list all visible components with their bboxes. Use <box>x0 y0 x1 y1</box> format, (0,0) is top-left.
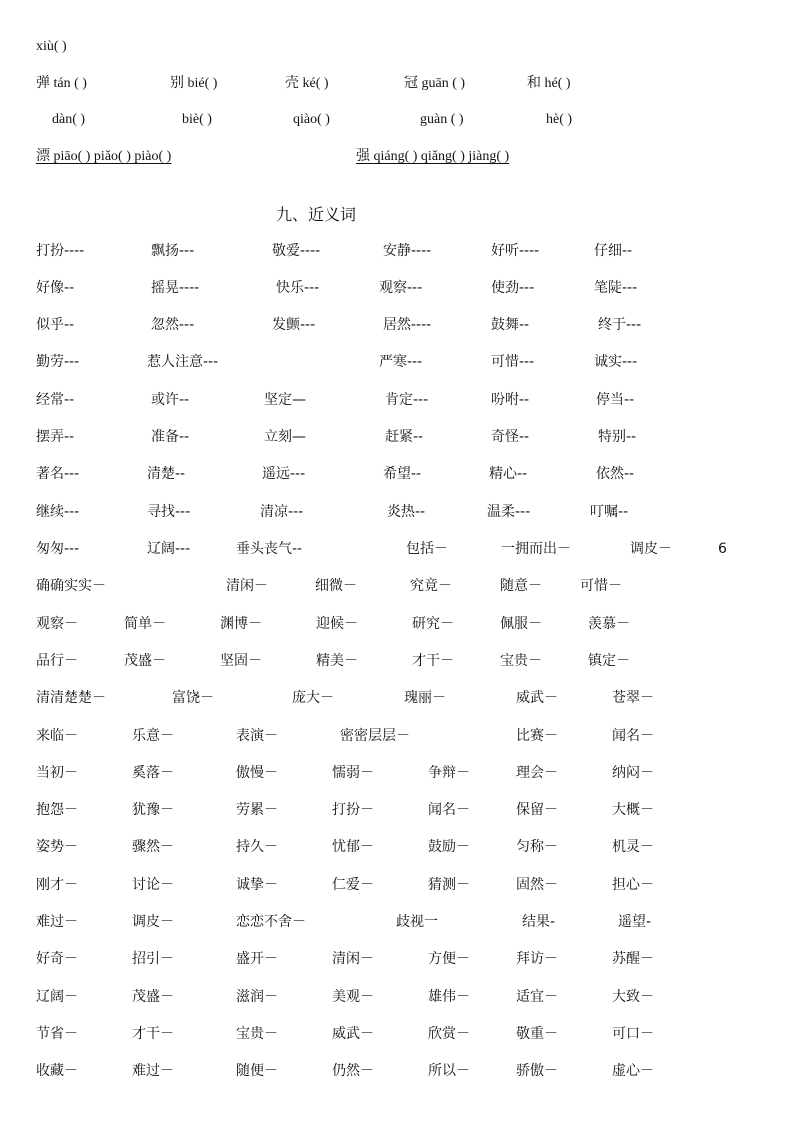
synonym-item: 来临－ <box>36 728 78 744</box>
synonym-item: 难过－ <box>132 1063 174 1079</box>
pinyin-line-xiu <box>36 38 67 56</box>
synonym-item: 懦弱－ <box>332 765 374 781</box>
synonym-item: 观察--- <box>379 280 423 296</box>
synonym-item: 希望-- <box>383 466 422 482</box>
pinyin-item: biè( ) <box>182 112 212 127</box>
synonym-item: 富饶－ <box>172 690 214 706</box>
synonym-row <box>0 726 794 746</box>
synonym-item: 调皮－ <box>630 541 672 557</box>
pinyin-item: 别 bié( ) <box>170 76 218 91</box>
synonym-item: 匆匆--- <box>36 541 80 557</box>
synonym-item: 忽然--- <box>151 317 195 333</box>
synonym-item: 才干－ <box>412 653 454 669</box>
synonym-item: 可惜－ <box>580 578 622 594</box>
synonym-item: 研究－ <box>412 616 454 632</box>
synonym-row <box>0 502 794 522</box>
synonym-item: 可口－ <box>612 1026 654 1042</box>
synonym-item: 简单－ <box>124 616 166 632</box>
synonym-row <box>0 464 794 484</box>
synonym-item: 似乎-- <box>36 317 75 333</box>
synonym-item: 使劲--- <box>491 280 535 296</box>
synonym-item: 惹人注意--- <box>147 354 219 370</box>
synonym-item: 辽阔－ <box>36 989 78 1005</box>
synonym-item: 居然---- <box>383 317 432 333</box>
section-heading: 九、近义词 <box>276 205 357 224</box>
synonym-item: 好奇－ <box>36 951 78 967</box>
synonym-item: 可惜--- <box>491 354 535 370</box>
synonym-item: 忧郁－ <box>332 839 374 855</box>
synonym-item: 诚挚－ <box>236 877 278 893</box>
synonym-item: 叮嘱-- <box>590 504 629 520</box>
synonym-row <box>0 688 794 708</box>
synonym-row <box>0 278 794 298</box>
synonym-item: 比赛－ <box>516 728 558 744</box>
synonym-item: 骄傲－ <box>516 1063 558 1079</box>
synonym-item: 固然－ <box>516 877 558 893</box>
synonym-item: 表演－ <box>236 728 278 744</box>
synonym-item: 担心－ <box>612 877 654 893</box>
synonym-item: 大致－ <box>612 989 654 1005</box>
synonym-item: 刚才－ <box>36 877 78 893</box>
synonym-item: 精心-- <box>489 466 528 482</box>
synonym-item: 仔细-- <box>594 243 633 259</box>
synonym-item: 遥望- <box>618 914 652 930</box>
synonym-item: 敬重－ <box>516 1026 558 1042</box>
synonym-item: 奚落－ <box>132 765 174 781</box>
synonym-item: 闻名－ <box>612 728 654 744</box>
synonym-item: 茂盛－ <box>132 989 174 1005</box>
synonym-item: 赶紧-- <box>385 429 424 445</box>
synonym-item: 品行－ <box>36 653 78 669</box>
synonym-item: 傲慢－ <box>236 765 278 781</box>
synonym-item: 清闲－ <box>226 578 268 594</box>
synonym-row <box>0 576 794 596</box>
synonym-item: 究竟－ <box>410 578 452 594</box>
synonym-row <box>0 987 794 1007</box>
synonym-item: 匀称－ <box>516 839 558 855</box>
synonym-item: 机灵－ <box>612 839 654 855</box>
pinyin-item: qiào( ) <box>293 112 330 127</box>
pinyin-item: xiù( ) <box>36 39 67 54</box>
synonym-item: 乐意－ <box>132 728 174 744</box>
synonym-item: 坚定— <box>264 392 306 408</box>
synonym-item: 精美－ <box>316 653 358 669</box>
synonym-item: 细微－ <box>315 578 357 594</box>
synonym-item: 摇晃---- <box>151 280 200 296</box>
synonym-item: 闻名－ <box>428 802 470 818</box>
synonym-item: 理会－ <box>516 765 558 781</box>
synonym-item: 继续--- <box>36 504 80 520</box>
synonym-row <box>0 800 794 820</box>
synonym-item: 方便－ <box>428 951 470 967</box>
synonym-item: 鼓舞-- <box>491 317 530 333</box>
synonym-item: 纳闷－ <box>612 765 654 781</box>
synonym-item: 准备-- <box>151 429 190 445</box>
synonym-item: 著名--- <box>36 466 80 482</box>
synonym-item: 停当-- <box>596 392 635 408</box>
synonym-item: 姿势－ <box>36 839 78 855</box>
pinyin-item: 冠 guān ( ) <box>404 76 466 91</box>
synonym-item: 鼓励－ <box>428 839 470 855</box>
synonym-item: 雄伟－ <box>428 989 470 1005</box>
synonym-item: 经常-- <box>36 392 75 408</box>
synonym-item: 滋润－ <box>236 989 278 1005</box>
synonym-row <box>0 427 794 447</box>
synonym-item: 温柔--- <box>487 504 531 520</box>
synonym-item: 或许-- <box>151 392 190 408</box>
synonym-item: 肯定--- <box>385 392 429 408</box>
synonym-item: 6 <box>718 541 727 557</box>
synonym-item: 难过－ <box>36 914 78 930</box>
pinyin-item: 壳 ké( ) <box>285 76 329 91</box>
synonym-item: 快乐--- <box>276 280 320 296</box>
synonym-item: 终于--- <box>598 317 642 333</box>
synonym-item: 茂盛－ <box>124 653 166 669</box>
synonym-item: 遥远--- <box>262 466 306 482</box>
synonym-item: 抱怨－ <box>36 802 78 818</box>
synonym-item: 收藏－ <box>36 1063 78 1079</box>
synonym-row <box>0 837 794 857</box>
synonym-row <box>0 912 794 932</box>
synonym-item: 当初－ <box>36 765 78 781</box>
synonym-item: 所以－ <box>428 1063 470 1079</box>
synonym-item: 盛开－ <box>236 951 278 967</box>
synonym-row <box>0 241 794 261</box>
synonym-item: 欣赏－ <box>428 1026 470 1042</box>
pinyin-item: 弹 tán ( ) <box>36 76 87 91</box>
synonym-row <box>0 352 794 372</box>
synonym-item: 骤然－ <box>132 839 174 855</box>
synonym-item: 威武－ <box>332 1026 374 1042</box>
synonym-item: 镇定－ <box>588 653 630 669</box>
synonym-item: 佩服－ <box>500 616 542 632</box>
synonym-item: 迎候－ <box>316 616 358 632</box>
synonym-item: 仍然－ <box>332 1063 374 1079</box>
synonym-row <box>0 614 794 634</box>
synonym-row <box>0 1061 794 1081</box>
synonym-item: 寻找--- <box>147 504 191 520</box>
synonym-item: 随便－ <box>236 1063 278 1079</box>
synonym-item: 招引－ <box>132 951 174 967</box>
synonym-item: 特别-- <box>598 429 637 445</box>
synonym-row <box>0 875 794 895</box>
synonym-item: 渊博－ <box>220 616 262 632</box>
synonym-item: 虚心－ <box>612 1063 654 1079</box>
synonym-row <box>0 949 794 969</box>
synonym-item: 结果- <box>522 914 556 930</box>
synonym-item: 保留－ <box>516 802 558 818</box>
synonym-item: 清楚-- <box>147 466 186 482</box>
synonym-item: 苏醒－ <box>612 951 654 967</box>
pinyin-item-qiang: 强 qiáng( ) qiǎng( ) jiàng( ) <box>356 149 510 164</box>
synonym-item: 大概－ <box>612 802 654 818</box>
synonym-item: 仁爱－ <box>332 877 374 893</box>
synonym-item: 辽阔--- <box>147 541 191 557</box>
synonym-item: 勤劳--- <box>36 354 80 370</box>
synonym-item: 清闲－ <box>332 951 374 967</box>
pinyin-item-piao: 漂 piāo( ) piǎo( ) piào( ) <box>36 149 172 164</box>
synonym-item: 敬爱---- <box>272 243 321 259</box>
synonym-item: 密密层层－ <box>340 728 410 744</box>
synonym-item: 庞大－ <box>292 690 334 706</box>
synonym-item: 摆弄-- <box>36 429 75 445</box>
synonym-item: 清清楚楚－ <box>36 690 106 706</box>
synonym-row <box>0 390 794 410</box>
pinyin-item: dàn( ) <box>52 112 86 127</box>
pinyin-item: hè( ) <box>546 112 573 127</box>
synonym-row <box>0 763 794 783</box>
synonym-item: 调皮－ <box>132 914 174 930</box>
synonym-item: 垂头丧气-- <box>236 541 303 557</box>
synonym-row <box>0 539 794 559</box>
synonym-item: 打扮－ <box>332 802 374 818</box>
synonym-item: 才干－ <box>132 1026 174 1042</box>
synonym-item: 宝贵－ <box>500 653 542 669</box>
synonym-item: 确确实实－ <box>36 578 106 594</box>
synonym-item: 观察－ <box>36 616 78 632</box>
synonym-item: 包括－ <box>406 541 448 557</box>
synonym-item: 安静---- <box>383 243 432 259</box>
synonym-item: 依然-- <box>596 466 635 482</box>
synonym-item: 争辩－ <box>428 765 470 781</box>
pinyin-item: guàn ( ) <box>420 112 464 127</box>
synonym-item: 奇怪-- <box>491 429 530 445</box>
synonym-item: 威武－ <box>516 690 558 706</box>
synonym-item: 节省－ <box>36 1026 78 1042</box>
pinyin-item: 和 hé( ) <box>527 76 571 91</box>
synonym-item: 美观－ <box>332 989 374 1005</box>
synonym-item: 一拥而出－ <box>501 541 571 557</box>
synonym-item: 发颤--- <box>272 317 316 333</box>
synonym-row <box>0 315 794 335</box>
synonym-item: 好像-- <box>36 280 75 296</box>
synonym-row <box>0 651 794 671</box>
synonym-item: 清凉--- <box>260 504 304 520</box>
synonym-item: 瑰丽－ <box>404 690 446 706</box>
synonym-item: 适宜－ <box>516 989 558 1005</box>
synonym-item: 持久－ <box>236 839 278 855</box>
synonym-item: 拜访－ <box>516 951 558 967</box>
synonym-row <box>0 1024 794 1044</box>
synonym-item: 羡慕－ <box>588 616 630 632</box>
synonym-item: 立刻— <box>264 429 306 445</box>
synonym-item: 宝贵－ <box>236 1026 278 1042</box>
synonym-item: 炎热-- <box>387 504 426 520</box>
synonym-item: 歧视一 <box>396 914 438 930</box>
synonym-item: 吩咐-- <box>491 392 530 408</box>
synonym-item: 打扮---- <box>36 243 85 259</box>
synonym-item: 劳累－ <box>236 802 278 818</box>
synonym-item: 坚固－ <box>220 653 262 669</box>
synonym-item: 严寒--- <box>379 354 423 370</box>
synonym-item: 随意－ <box>500 578 542 594</box>
synonym-item: 好听---- <box>491 243 540 259</box>
synonym-item: 笔陡--- <box>594 280 638 296</box>
synonym-item: 诚实--- <box>594 354 638 370</box>
synonym-item: 讨论－ <box>132 877 174 893</box>
synonym-item: 犹豫－ <box>132 802 174 818</box>
synonym-item: 飘扬--- <box>151 243 195 259</box>
synonym-item: 猜测－ <box>428 877 470 893</box>
synonym-item: 苍翠－ <box>612 690 654 706</box>
synonym-item: 恋恋不舍－ <box>236 914 306 930</box>
